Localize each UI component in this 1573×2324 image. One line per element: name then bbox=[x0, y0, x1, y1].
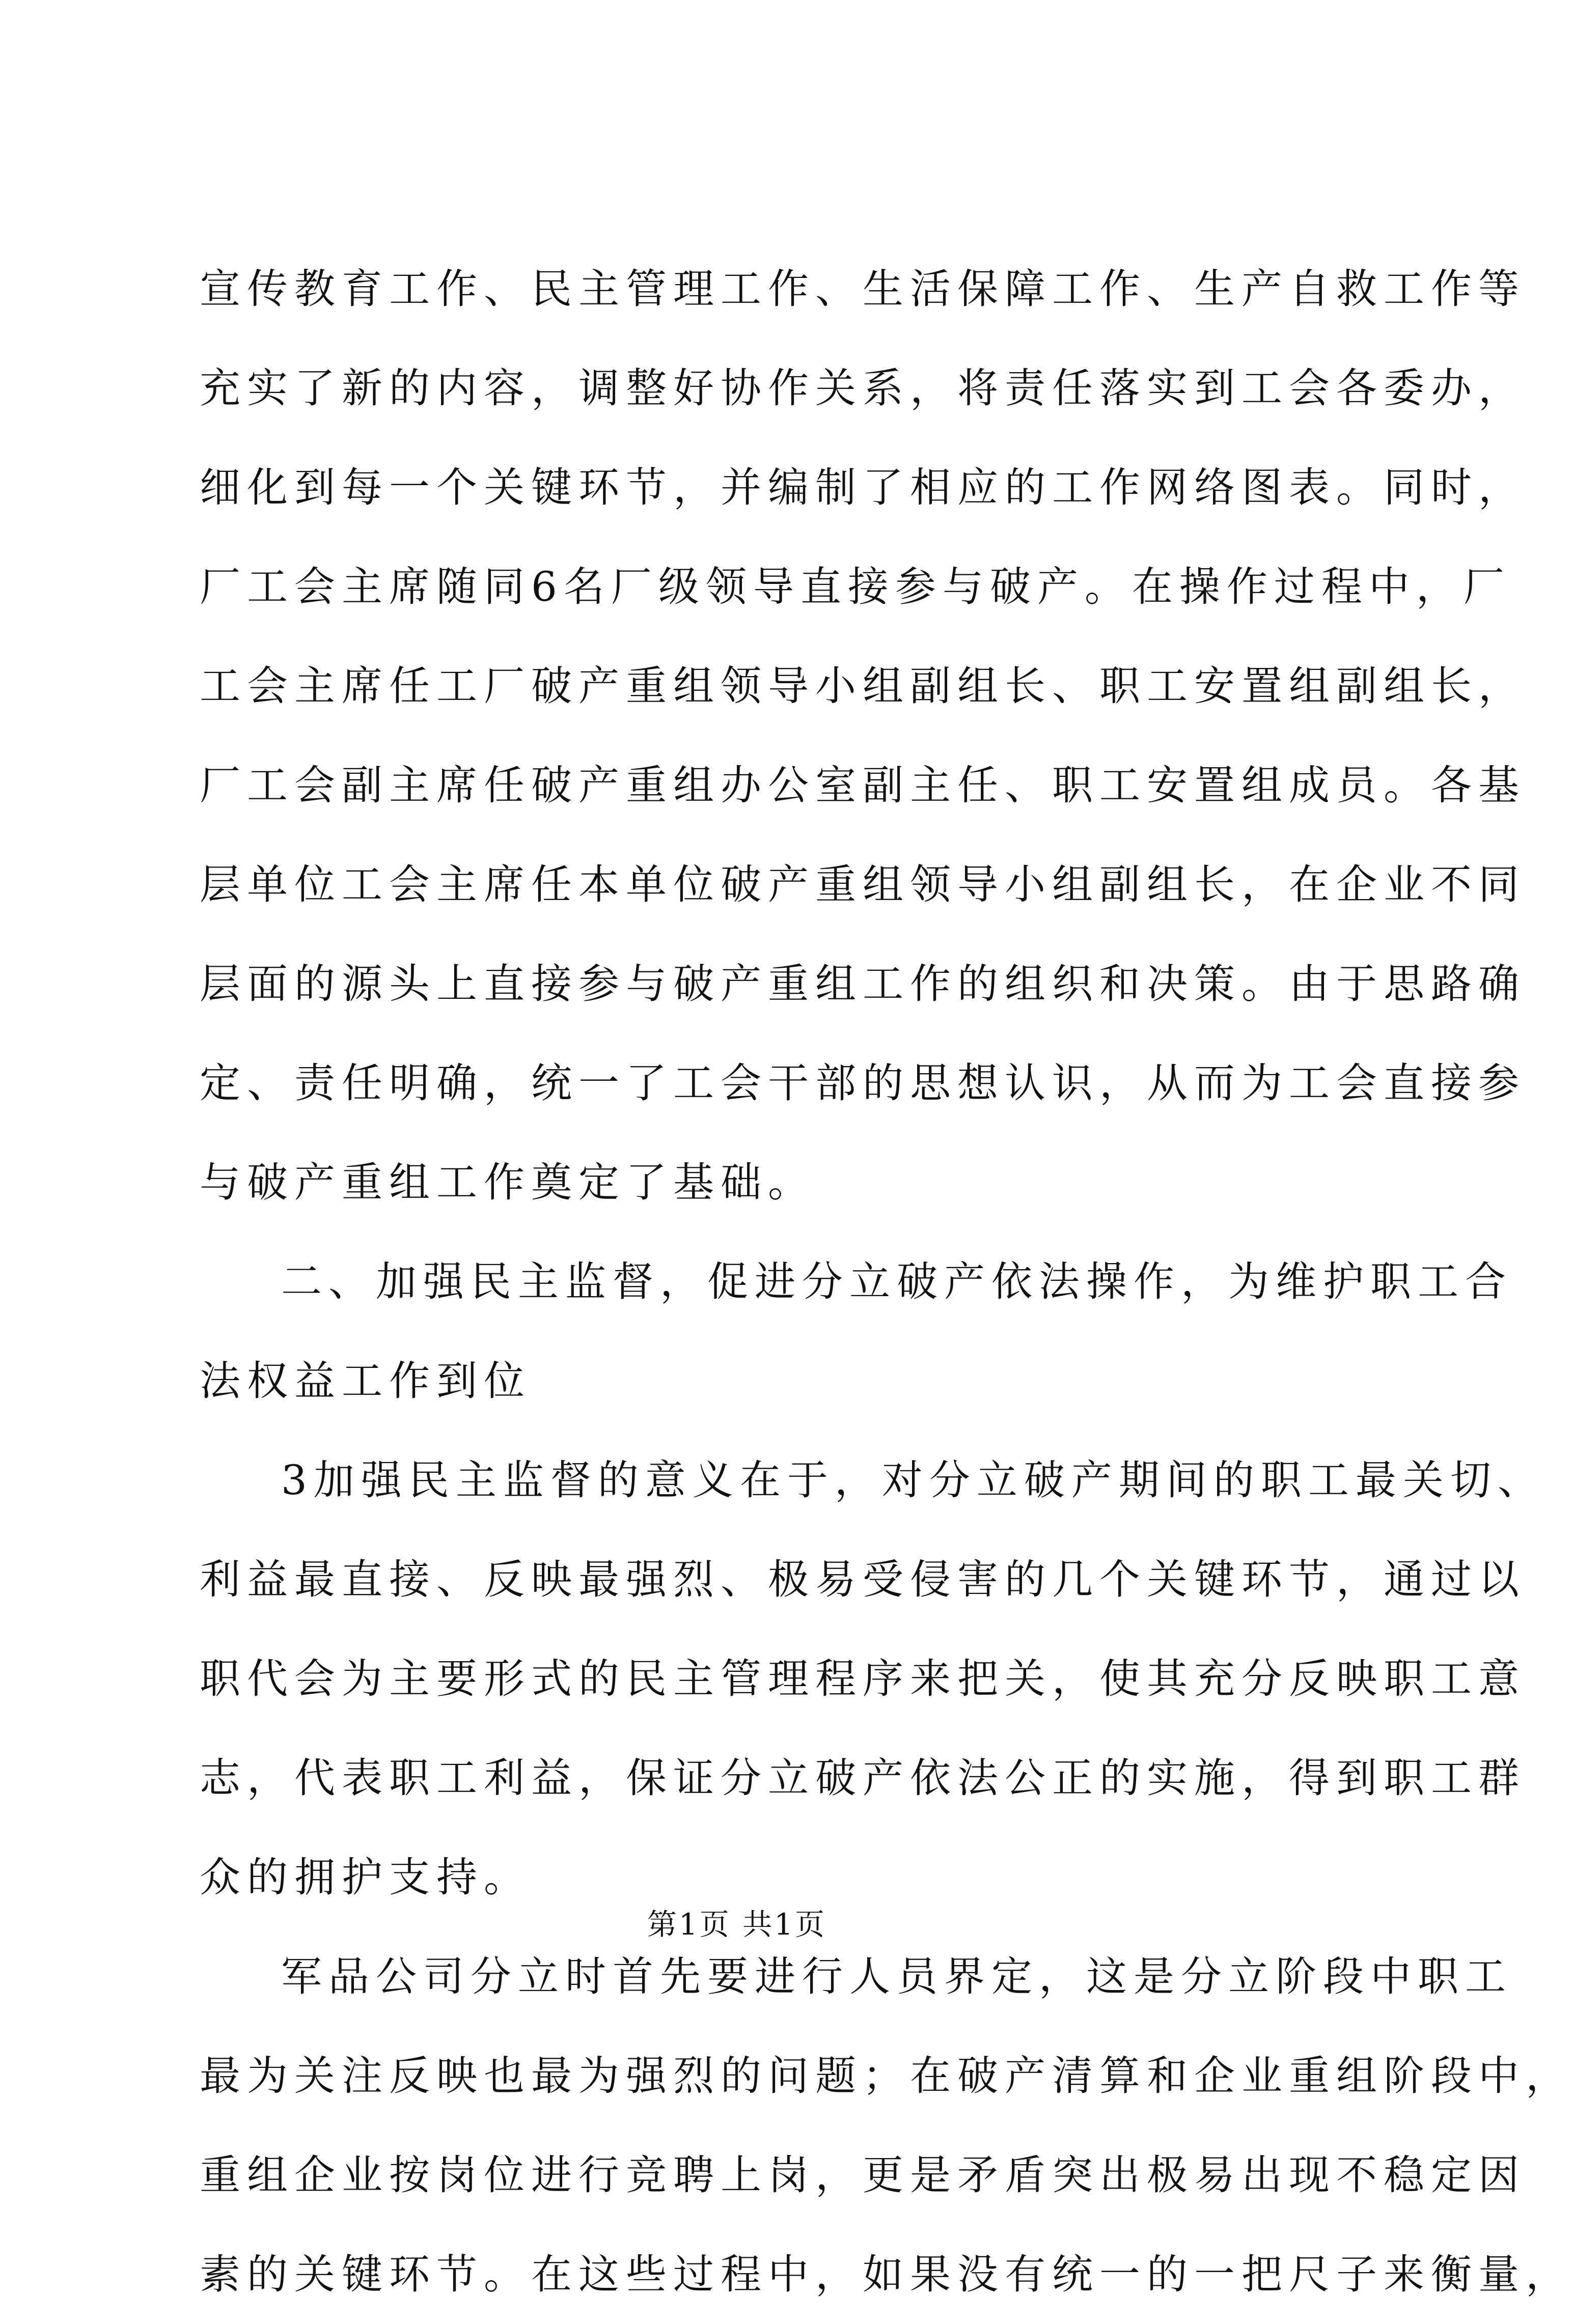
body-text bbox=[200, 239, 1573, 2324]
text-line: 3加强民主监督的意义在于，对分立破产期间的职工最关切、 bbox=[281, 1457, 1545, 1504]
text-line: 志，代表职工利益，保证分立破产依法公正的实施，得到职工群 bbox=[200, 1754, 1526, 1802]
text-line: 利益最直接、反映最强烈、极易受侵害的几个关键环节，通过以 bbox=[200, 1556, 1526, 1603]
text-line: 定、责任明确，统一了工会干部的思想认识，从而为工会直接参 bbox=[200, 1059, 1526, 1107]
text-line: 充实了新的内容，调整好协作关系，将责任落实到工会各委办， bbox=[200, 365, 1526, 412]
text-line: 最为关注反映也最为强烈的问题；在破产清算和企业重组阶段中， bbox=[200, 2052, 1573, 2099]
text-line: 层面的源头上直接参与破产重组工作的组织和决策。由于思路确 bbox=[200, 960, 1526, 1007]
text-line: 细化到每一个关键环节，并编制了相应的工作网络图表。同时， bbox=[200, 464, 1526, 511]
page-number: 第1页 共1页 bbox=[647, 1907, 827, 1942]
text-line: 素的关键环节。在这些过程中，如果没有统一的一把尺子来衡量， bbox=[200, 2251, 1573, 2298]
text-line: 军品公司分立时首先要进行人员界定，这是分立阶段中职工 bbox=[281, 1953, 1512, 2000]
page-footer bbox=[0, 1904, 1474, 1945]
section-heading-line: 二、加强民主监督，促进分立破产依法操作，为维护职工合 bbox=[281, 1258, 1512, 1305]
text-line: 重组企业按岗位进行竞聘上岗，更是矛盾突出极易出现不稳定因 bbox=[200, 2151, 1526, 2199]
section-heading-line: 法权益工作到位 bbox=[200, 1357, 531, 1405]
text-line: 职代会为主要形式的民主管理程序来把关，使其充分反映职工意 bbox=[200, 1655, 1526, 1702]
text-line: 层单位工会主席任本单位破产重组领导小组副组长，在企业不同 bbox=[200, 861, 1526, 908]
text-line: 宣传教育工作、民主管理工作、生活保障工作、生产自救工作等 bbox=[200, 265, 1526, 313]
text-line: 厂工会副主席任破产重组办公室副主任、职工安置组成员。各基 bbox=[200, 762, 1526, 809]
text-line: 众的拥护支持。 bbox=[200, 1854, 531, 1901]
text-line: 厂工会主席随同6名厂级领导直接参与破产。在操作过程中，厂 bbox=[200, 563, 1511, 610]
text-line: 工会主席任工厂破产重组领导小组副组长、职工安置组副组长， bbox=[200, 662, 1526, 710]
text-line: 与破产重组工作奠定了基础。 bbox=[200, 1159, 815, 1206]
